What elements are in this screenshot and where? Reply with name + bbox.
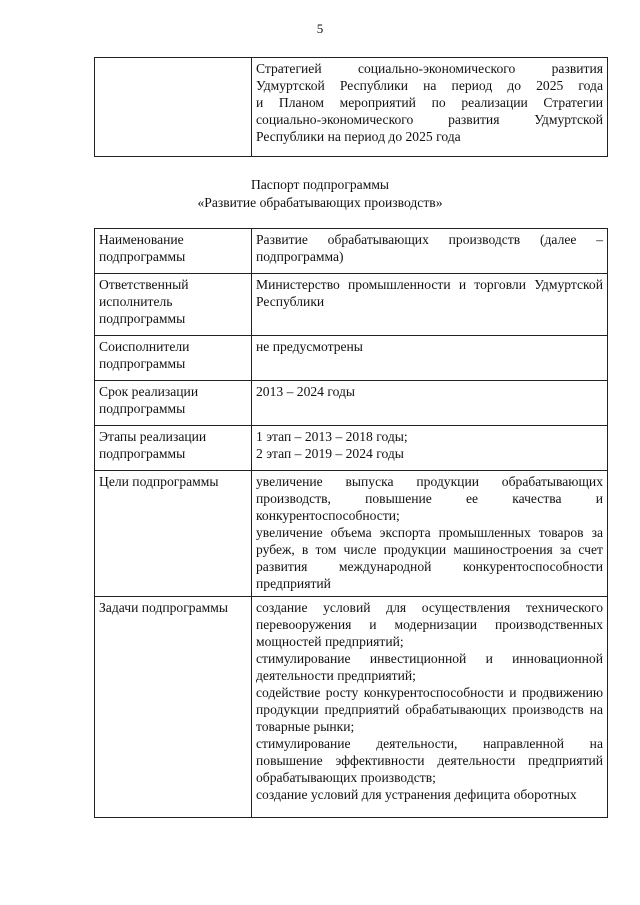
table-row	[95, 471, 608, 597]
task-item: содействие росту конкурентоспособности и продвижению продукции предприятий обрабатывающих производств на товарные рынки;	[256, 685, 603, 734]
row-label-coexecutors: Соисполнители подпрограммы	[95, 336, 252, 381]
row-label-name: Наименование подпрограммы	[95, 229, 252, 274]
continuation-empty-cell	[95, 58, 252, 157]
task-item: стимулирование инвестиционной и инновационной деятельности предприятий;	[256, 651, 603, 683]
passport-table	[94, 228, 608, 818]
passport-title	[0, 176, 640, 212]
stage-line: 2 этап – 2019 – 2024 годы	[256, 446, 404, 461]
task-item: создание условий для устранения дефицита оборотных	[256, 787, 577, 802]
table-row	[95, 336, 608, 381]
continuation-row	[95, 58, 608, 157]
row-value-tasks	[252, 597, 608, 818]
row-label-term: Срок реализации подпрограммы	[95, 381, 252, 426]
passport-title-line2: «Развитие обрабатывающих производств»	[197, 195, 443, 210]
row-value-name: Развитие обрабатывающих производств (далее – подпрограмма)	[252, 229, 608, 274]
row-value-goals	[252, 471, 608, 597]
goal-item: увеличение объема экспорта промышленных товаров за рубеж, в том числе продукции машиностроения за счет развития международной конкурентоспособности предприятий	[256, 525, 603, 591]
row-label-stages: Этапы реализации подпрограммы	[95, 426, 252, 471]
row-value-term: 2013 – 2024 годы	[252, 381, 608, 426]
task-item: стимулирование деятельности, направленной на повышение эффективности деятельности предприятий обрабатывающих производств;	[256, 736, 603, 785]
continuation-text-cell	[252, 58, 608, 157]
continuation-table	[94, 57, 608, 157]
task-item: создание условий для осуществления технического перевооружения и модернизации производственных мощностей предприятий;	[256, 600, 603, 649]
page-number: 5	[316, 21, 324, 36]
table-row	[95, 274, 608, 336]
row-label-responsible: Ответственный исполнитель подпрограммы	[95, 274, 252, 336]
row-label-tasks: Задачи подпрограммы	[95, 597, 252, 818]
passport-title-line1: Паспорт подпрограммы	[250, 177, 390, 192]
table-row	[95, 597, 608, 818]
stage-line: 1 этап – 2013 – 2018 годы;	[256, 429, 408, 444]
row-label-goals: Цели подпрограммы	[95, 471, 252, 597]
goal-item: увеличение выпуска продукции обрабатывающих производств, повышение ее качества и конкурентоспособности;	[256, 474, 603, 523]
row-value-stages	[252, 426, 608, 471]
table-row	[95, 426, 608, 471]
continuation-line: и Планом мероприятий по реализации Стратегии	[256, 95, 603, 110]
continuation-line: Республики на период до 2025 года	[256, 129, 461, 144]
row-value-responsible: Министерство промышленности и торговли Удмуртской Республики	[252, 274, 608, 336]
table-row	[95, 229, 608, 274]
row-value-coexecutors: не предусмотрены	[252, 336, 608, 381]
continuation-line: Стратегией социально-экономического развития	[256, 61, 603, 76]
continuation-line: Удмуртской Республики на период до 2025 года	[256, 78, 603, 93]
continuation-line: социально-экономического развития Удмуртской	[256, 112, 603, 127]
table-row	[95, 381, 608, 426]
